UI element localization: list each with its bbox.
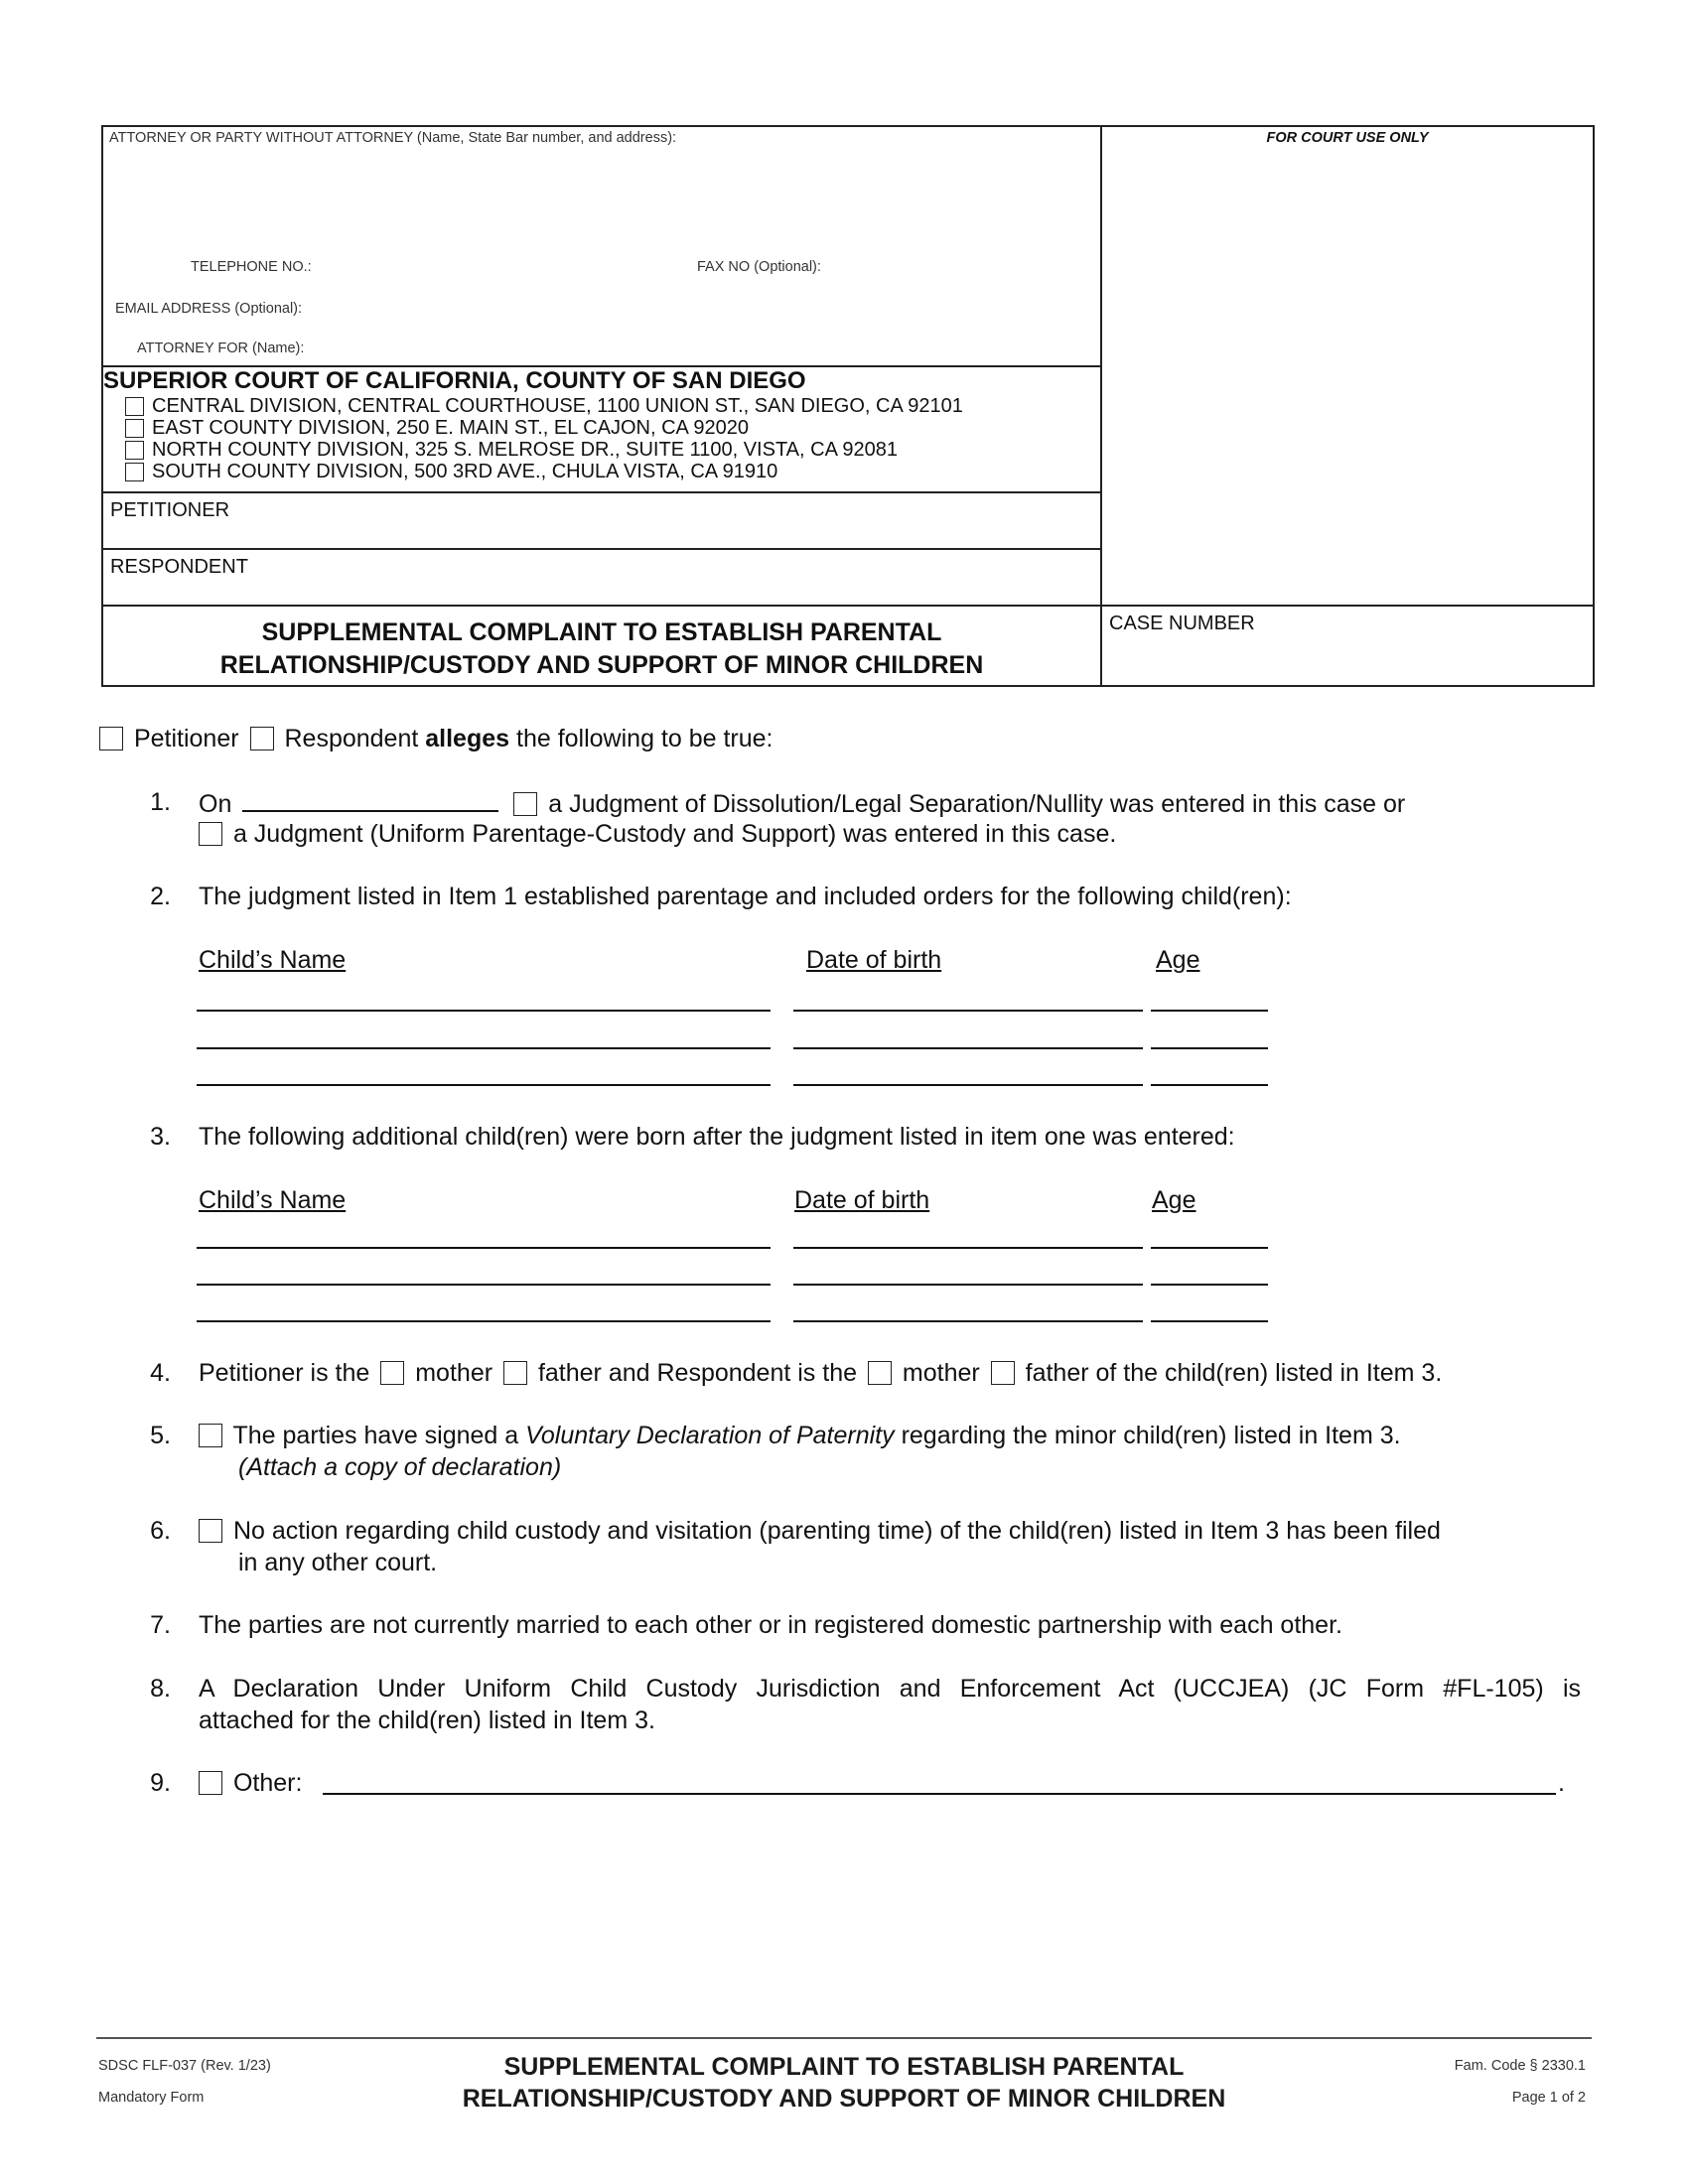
form-title: SUPPLEMENTAL COMPLAINT TO ESTABLISH PARENTAL RELATIONSHIP/CUSTODY AND SUPPORT OF MINOR CHILDREN — [219, 618, 984, 679]
dissolution-checkbox[interactable] — [513, 792, 537, 816]
item-number: 4. — [150, 1359, 171, 1387]
no-action-checkbox[interactable] — [199, 1519, 222, 1543]
respondent-top-rule — [101, 548, 1100, 550]
item-7-text: The parties are not currently married to each other or in registered domestic partnership with each other. — [199, 1611, 1342, 1639]
item-4-text: Petitioner is the mother father and Respondent is the mother father of the child(ren) listed in Item 3. — [199, 1359, 1443, 1387]
email-label: EMAIL ADDRESS (Optional): — [115, 301, 303, 317]
checkbox[interactable] — [125, 419, 144, 438]
uniform-parentage-checkbox[interactable] — [199, 822, 222, 846]
item-3-text: The following additional child(ren) were born after the judgment listed in item one was entered: — [199, 1123, 1235, 1151]
case-number-label: CASE NUMBER — [1109, 613, 1255, 634]
age-field[interactable] — [1151, 1047, 1268, 1049]
respondent-label: RESPONDENT — [110, 556, 248, 578]
petitioner-top-rule — [101, 491, 1100, 493]
item-number: 1. — [150, 788, 171, 816]
item-number: 6. — [150, 1517, 171, 1545]
age-field[interactable] — [1151, 1284, 1268, 1286]
attorney-for-label: ATTORNEY FOR (Name): — [137, 341, 305, 356]
respondent-mother-checkbox[interactable] — [868, 1361, 892, 1385]
footer-title: SUPPLEMENTAL COMPLAINT TO ESTABLISH PARENTAL RELATIONSHIP/CUSTODY AND SUPPORT OF MINOR CHILDREN — [462, 2053, 1226, 2113]
checkbox[interactable] — [125, 463, 144, 481]
dob-field[interactable] — [793, 1320, 1143, 1322]
intro-line: Petitioner Respondent alleges the following to be true: — [99, 723, 774, 754]
item-6-line-2: in any other court. — [238, 1549, 438, 1576]
child-name-field[interactable] — [197, 1010, 771, 1012]
age-header: Age — [1152, 1186, 1196, 1214]
age-field[interactable] — [1151, 1010, 1268, 1012]
age-field[interactable] — [1151, 1084, 1268, 1086]
other-field[interactable] — [323, 1793, 1556, 1795]
child-name-field[interactable] — [197, 1084, 771, 1086]
voluntary-declaration-checkbox[interactable] — [199, 1424, 222, 1447]
item-1-line-1: On a Judgment of Dissolution/Legal Separation/Nullity was entered in this case or — [199, 786, 1405, 820]
division-list — [125, 395, 963, 482]
child-name-header: Child’s Name — [199, 946, 347, 974]
fam-code: Fam. Code § 2330.1 — [1454, 2058, 1586, 2074]
division-north[interactable]: NORTH COUNTY DIVISION, 325 S. MELROSE DR., SUITE 1100, VISTA, CA 92081 — [125, 439, 963, 461]
other-checkbox[interactable] — [199, 1771, 222, 1795]
division-east[interactable]: EAST COUNTY DIVISION, 250 E. MAIN ST., EL CAJON, CA 92020 — [125, 417, 963, 439]
checkbox[interactable] — [125, 397, 144, 416]
item-number: 9. — [150, 1769, 171, 1797]
item-5-line-1: The parties have signed a Voluntary Declaration of Paternity regarding the minor child(ren) listed in Item 3. — [199, 1420, 1401, 1451]
item-1-line-2: a Judgment (Uniform Parentage-Custody and Support) was entered in this case. — [199, 818, 1116, 850]
dob-field[interactable] — [793, 1010, 1143, 1012]
mandatory-form: Mandatory Form — [98, 2090, 205, 2106]
item-6-line-1: No action regarding child custody and visitation (parenting time) of the child(ren) listed in Item 3 has been filed — [199, 1515, 1441, 1547]
item-2-text: The judgment listed in Item 1 established parentage and included orders for the following child(ren): — [199, 883, 1292, 910]
court-name: SUPERIOR COURT OF CALIFORNIA, COUNTY OF SAN DIEGO — [103, 367, 806, 394]
age-field[interactable] — [1151, 1247, 1268, 1249]
child-name-field[interactable] — [197, 1320, 771, 1322]
item-8-line-1: A Declaration Under Uniform Child Custody Jurisdiction and Enforcement Act (UCCJEA) (JC Form #FL-105) is — [199, 1675, 1581, 1703]
age-field[interactable] — [1151, 1320, 1268, 1322]
division-central[interactable]: CENTRAL DIVISION, CENTRAL COURTHOUSE, 1100 UNION ST., SAN DIEGO, CA 92101 — [125, 395, 963, 417]
item-number: 3. — [150, 1123, 171, 1151]
dob-field[interactable] — [793, 1284, 1143, 1286]
child-name-field[interactable] — [197, 1247, 771, 1249]
footer-rule — [96, 2037, 1592, 2039]
child-name-header: Child’s Name — [199, 1186, 347, 1214]
telephone-label: TELEPHONE NO.: — [191, 259, 312, 275]
item-number: 7. — [150, 1611, 171, 1639]
item-number: 2. — [150, 883, 171, 910]
child-name-field[interactable] — [197, 1047, 771, 1049]
page-number: Page 1 of 2 — [1511, 2090, 1586, 2106]
petitioner-label: PETITIONER — [110, 499, 230, 521]
other-period: . — [1558, 1769, 1565, 1797]
attorney-label: ATTORNEY OR PARTY WITHOUT ATTORNEY (Name, State Bar number, and address): — [109, 130, 677, 146]
item-8-line-2: attached for the child(ren) listed in Item 3. — [199, 1706, 655, 1734]
petitioner-father-checkbox[interactable] — [503, 1361, 527, 1385]
fax-label: FAX NO (Optional): — [697, 259, 821, 275]
child-name-field[interactable] — [197, 1284, 771, 1286]
title-top-rule — [101, 605, 1595, 607]
item-9-line: Other: — [199, 1767, 302, 1799]
item-number: 5. — [150, 1422, 171, 1449]
form-id: SDSC FLF-037 (Rev. 1/23) — [98, 2058, 271, 2074]
court-use-label: FOR COURT USE ONLY — [1266, 130, 1429, 146]
dob-field[interactable] — [793, 1084, 1143, 1086]
age-header: Age — [1156, 946, 1200, 974]
petitioner-mother-checkbox[interactable] — [380, 1361, 404, 1385]
dob-field[interactable] — [793, 1247, 1143, 1249]
judgment-date-field[interactable] — [242, 786, 498, 812]
checkbox[interactable] — [125, 441, 144, 460]
respondent-checkbox[interactable] — [250, 727, 274, 751]
respondent-father-checkbox[interactable] — [991, 1361, 1015, 1385]
dob-field[interactable] — [793, 1047, 1143, 1049]
dob-header: Date of birth — [806, 946, 942, 974]
item-5-line-2: (Attach a copy of declaration) — [238, 1453, 562, 1481]
item-number: 8. — [150, 1675, 171, 1703]
caption-divider — [1100, 125, 1102, 687]
dob-header: Date of birth — [794, 1186, 930, 1214]
division-south[interactable]: SOUTH COUNTY DIVISION, 500 3RD AVE., CHULA VISTA, CA 91910 — [125, 461, 963, 482]
petitioner-checkbox[interactable] — [99, 727, 123, 751]
